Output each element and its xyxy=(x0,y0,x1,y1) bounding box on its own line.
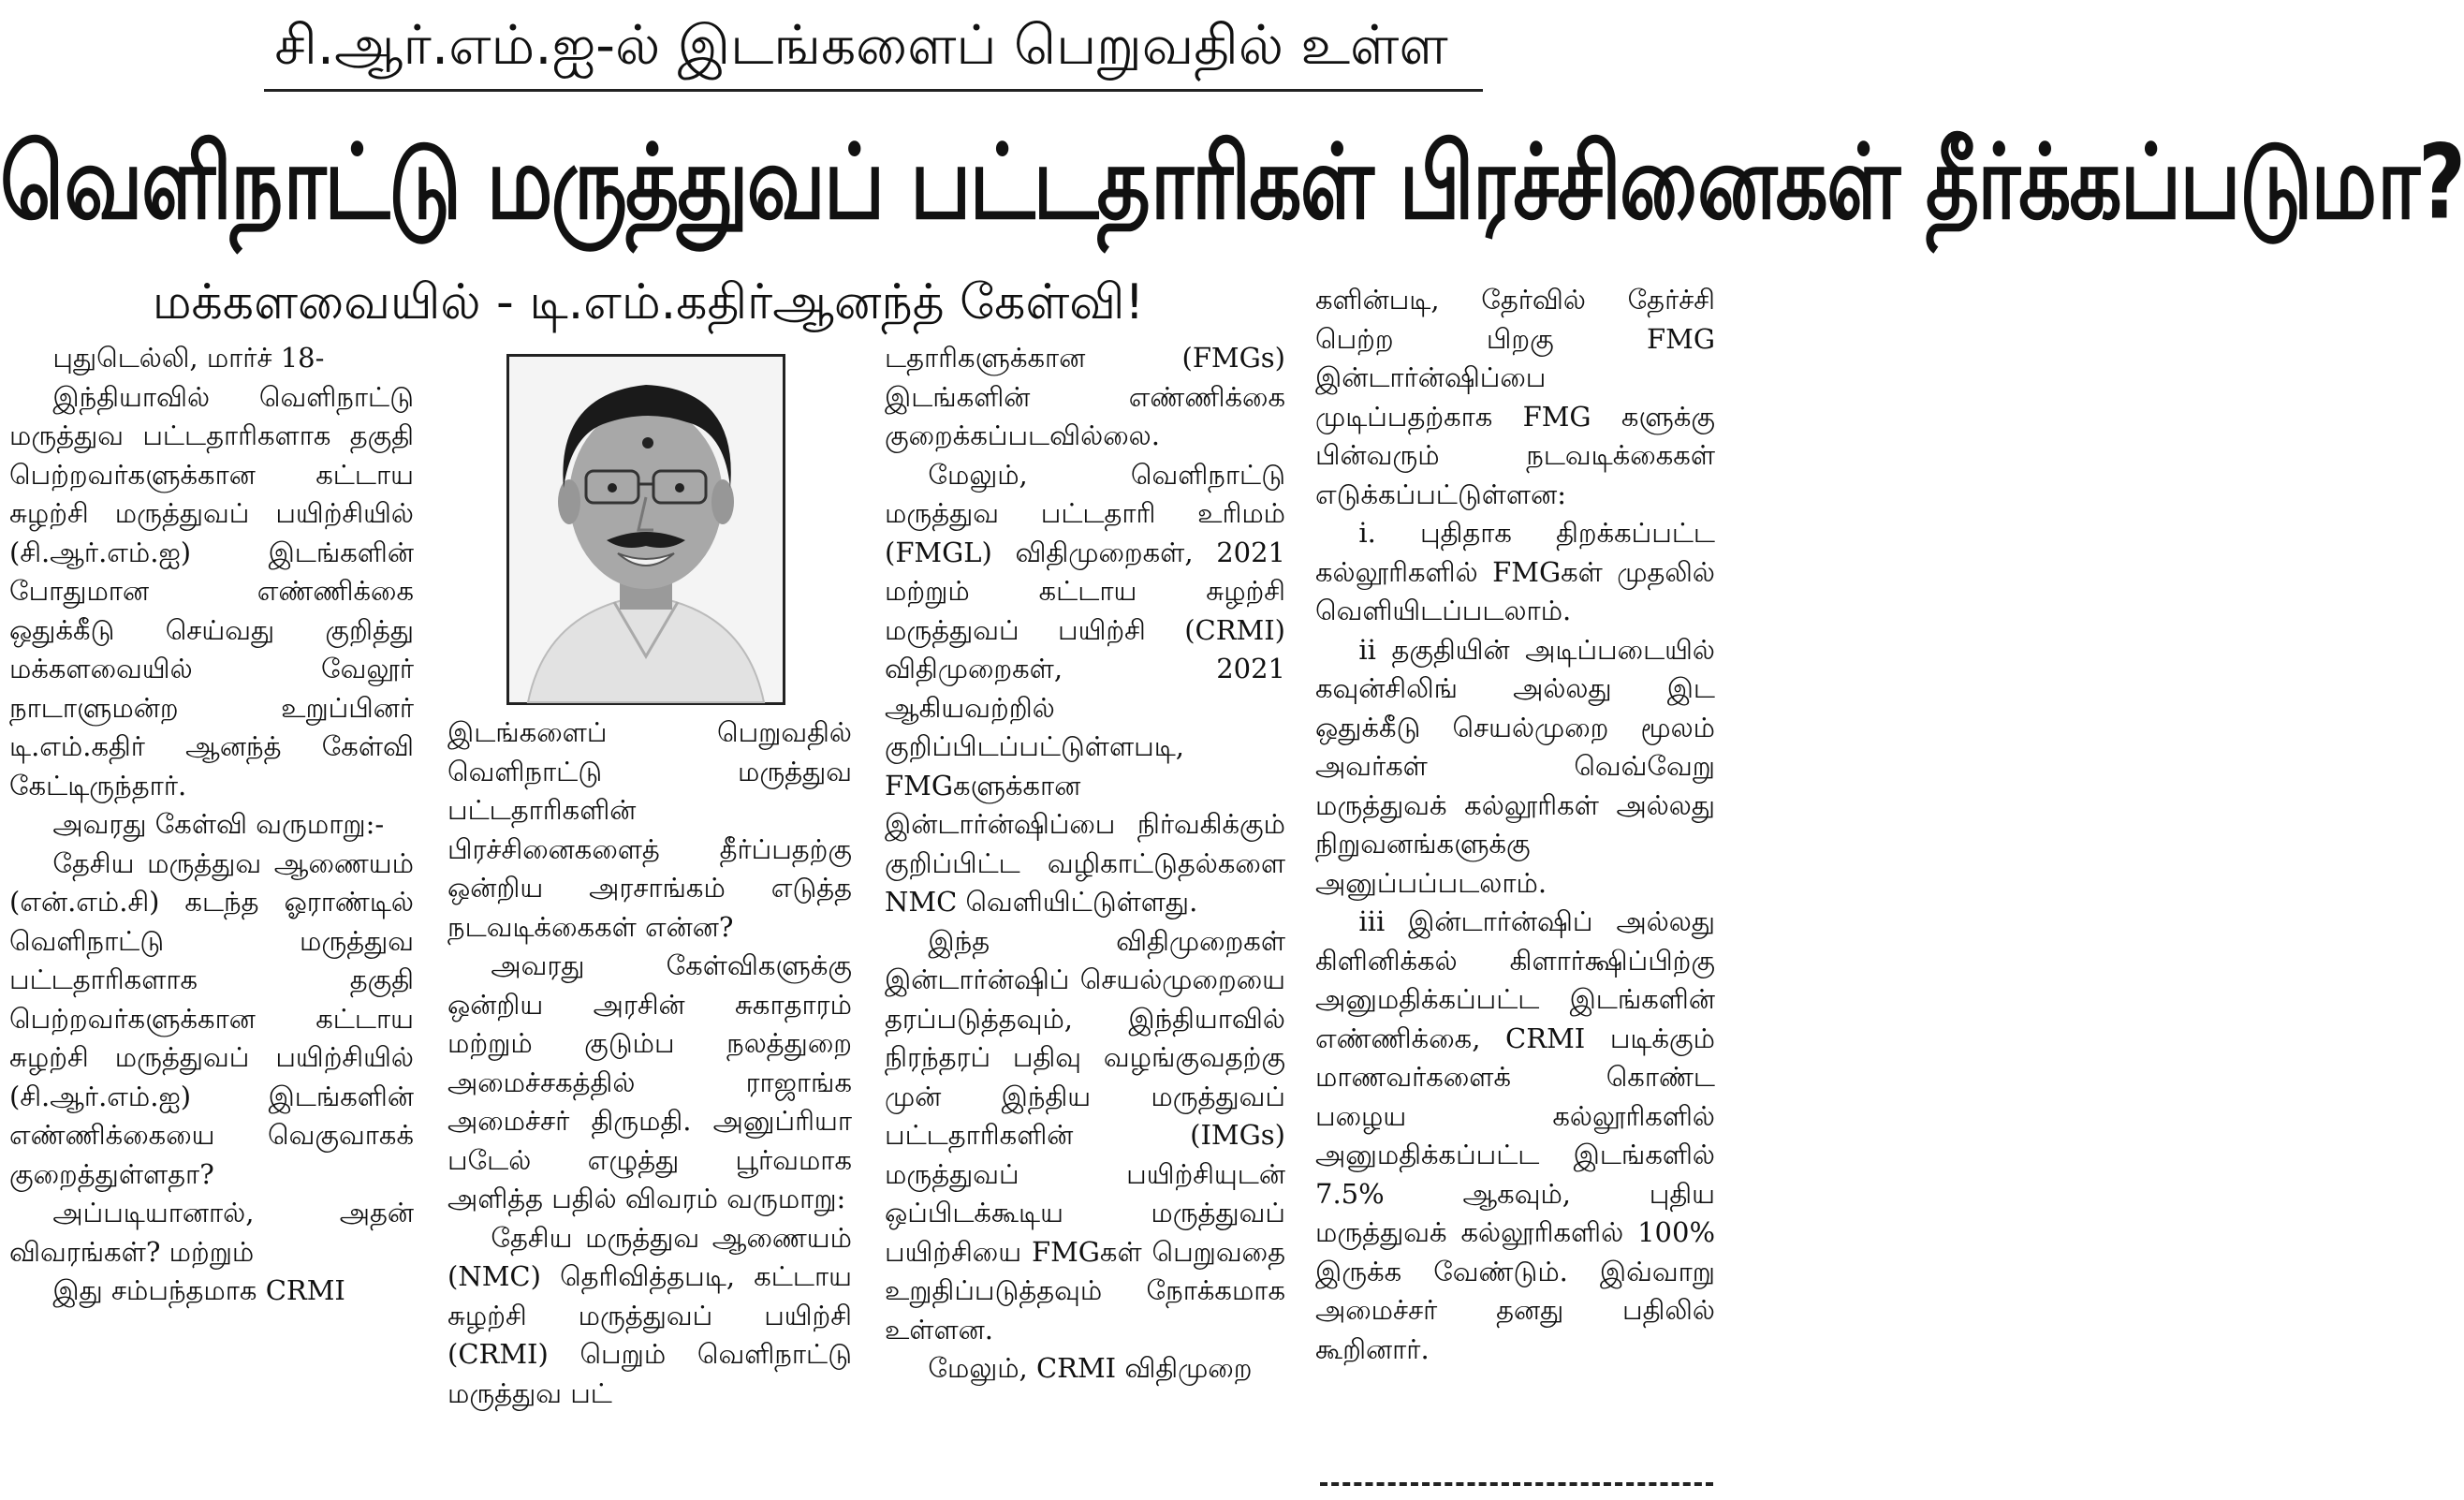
paragraph: டதாரிகளுக்கான (FMGs) இடங்களின் எண்ணிக்கை குறைக்கப்படவில்லை. xyxy=(885,342,1285,451)
paragraph: இது சம்பந்தமாக CRMI xyxy=(52,1274,345,1306)
portrait-photo xyxy=(506,354,785,705)
portrait-illustration xyxy=(509,357,783,702)
paragraph: மேலும், CRMI விதிமுறை xyxy=(928,1352,1253,1384)
paragraph: அவரது கேள்விகளுக்கு ஒன்றிய அரசின் சுகாதாரம் மற்றும் குடும்ப நலத்துறை அமைச்சகத்தில் ராஜாங்க அமைச்சர் திருமதி. அனுப்ரியா படேல் எழுத்து பூர்வமாக அளித்த பதில் விவரம் வருமாறு: xyxy=(447,949,852,1214)
text-column-2 xyxy=(447,713,852,1500)
text-column-4 xyxy=(1315,281,1715,1479)
paragraph: இந்தியாவில் வெளிநாட்டு மருத்துவ பட்டதாரிகளாக தகுதி பெற்றவர்களுக்கான கட்டாய சுழற்சி மருத்துவப் பயிற்சியில் (சி.ஆர்.எம்.ஐ) இடங்களின் போதுமான எண்ணிக்கை ஒதுக்கீடு செய்வது குறித்து மக்களவையில் வேலூர் நாடாளுமன்ற உறுப்பினர் டி.எம்.கதிர் ஆனந்த் கேள்வி கேட்டிருந்தார். xyxy=(9,380,414,801)
paragraph: தேசிய மருத்துவ ஆணையம் (என்.எம்.சி) கடந்த ஓராண்டில் வெளிநாட்டு மருத்துவ பட்டதாரிகளாக தகுதி பெற்றவர்களுக்கான கட்டாய சுழற்சி மருத்துவப் பயிற்சியில் (சி.ஆர்.எம்.ஐ) இடங்களின் எண்ணிக்கையை வெகுவாகக் குறைத்துள்ளதா? xyxy=(9,846,414,1190)
paragraph: தேசிய மருத்துவ ஆணையம் (NMC) தெரிவித்தபடி, கட்டாய சுழற்சி மருத்துவப் பயிற்சி (CRMI) பெறும் வெளிநாட்டு மருத்துவ பட் xyxy=(447,1221,852,1409)
paragraph: i. புதிதாக திறக்கப்பட்ட கல்லூரிகளில் FMGகள் முதலில் வெளியிடப்படலாம். xyxy=(1315,517,1715,626)
paragraph: iii இன்டார்ன்ஷிப் அல்லது கிளினிக்கல் கிளார்க்ஷிப்பிற்கு அனுமதிக்கப்பட்ட இடங்களின் எண்ணிக்கை, CRMI படிக்கும் மாணவர்களைக் கொண்ட பழைய கல்லூரிகளில் அனுமதிக்கப்பட்ட இடங்களில் 7.5% ஆகவும், புதிய மருத்துவக் கல்லூரிகளில் 100% இருக்க வேண்டும். இவ்வாறு அமைச்சர் தனது பதிலில் கூறினார். xyxy=(1315,905,1715,1365)
end-of-article-divider xyxy=(1320,1482,1713,1486)
dateline: புதுடெல்லி, மார்ச் 18- xyxy=(52,342,325,374)
text-column-3 xyxy=(885,339,1285,1500)
paragraph: அவரது கேள்வி வருமாறு:- xyxy=(52,808,385,840)
article-kicker: சி.ஆர்.எம்.ஐ-ல் இடங்களைப் பெறுவதில் உள்ள xyxy=(274,13,1448,77)
article-subheadline: மக்களவையில் - டி.எம்.கதிர்ஆனந்த் கேள்வி! xyxy=(152,274,1145,331)
article-headline: வெளிநாட்டு மருத்துவப் பட்டதாரிகள் பிரச்சினைகள் தீர்க்கப்படுமா? xyxy=(0,122,2464,243)
paragraph: அப்படியானால், அதன் விவரங்கள்? மற்றும் xyxy=(9,1197,414,1268)
paragraph: மேலும், வெளிநாட்டு மருத்துவ பட்டதாரி உரிமம் (FMGL) விதிமுறைகள், 2021 மற்றும் கட்டாய சுழற்சி மருத்துவப் பயிற்சி (CRMI) விதிமுறைகள், 2021 ஆகியவற்றில் குறிப்பிடப்பட்டுள்ளபடி, FMGகளுக்கான இன்டார்ன்ஷிப்பை நிர்வகிக்கும் குறிப்பிட்ட வழிகாட்டுதல்களை NMC வெளியிட்டுள்ளது. xyxy=(885,458,1285,918)
paragraph: இந்த விதிமுறைகள் இன்டார்ன்ஷிப் செயல்முறையை தரப்படுத்தவும், இந்தியாவில் நிரந்தரப் பதிவு வழங்குவதற்கு முன் இந்திய மருத்துவப் பட்டதாரிகளின் (IMGs) மருத்துவப் பயிற்சியுடன் ஒப்பிடக்கூடிய மருத்துவப் பயிற்சியை FMGகள் பெறுவதை உறுதிப்படுத்தவும் நோக்கமாக உள்ளன. xyxy=(885,924,1285,1346)
text-column-1 xyxy=(9,339,414,1500)
paragraph: இடங்களைப் பெறுவதில் வெளிநாட்டு மருத்துவ பட்டதாரிகளின் பிரச்சினைகளைத் தீர்ப்பதற்கு ஒன்றிய அரசாங்கம் எடுத்த நடவடிக்கைகள் என்ன? xyxy=(447,716,852,943)
paragraph: களின்படி, தேர்வில் தேர்ச்சி பெற்ற பிறகு FMG இன்டார்ன்ஷிப்பை முடிப்பதற்காக FMG களுக்கு பின்வரும் நடவடிக்கைகள் எடுக்கப்பட்டுள்ளன: xyxy=(1315,284,1715,510)
paragraph: ii தகுதியின் அடிப்படையில் கவுன்சிலிங் அல்லது இட ஒதுக்கீடு செயல்முறை மூலம் அவர்கள் வெவ்வேறு மருத்துவக் கல்லூரிகள் அல்லது நிறுவனங்களுக்கு அனுப்பப்படலாம். xyxy=(1315,633,1715,899)
